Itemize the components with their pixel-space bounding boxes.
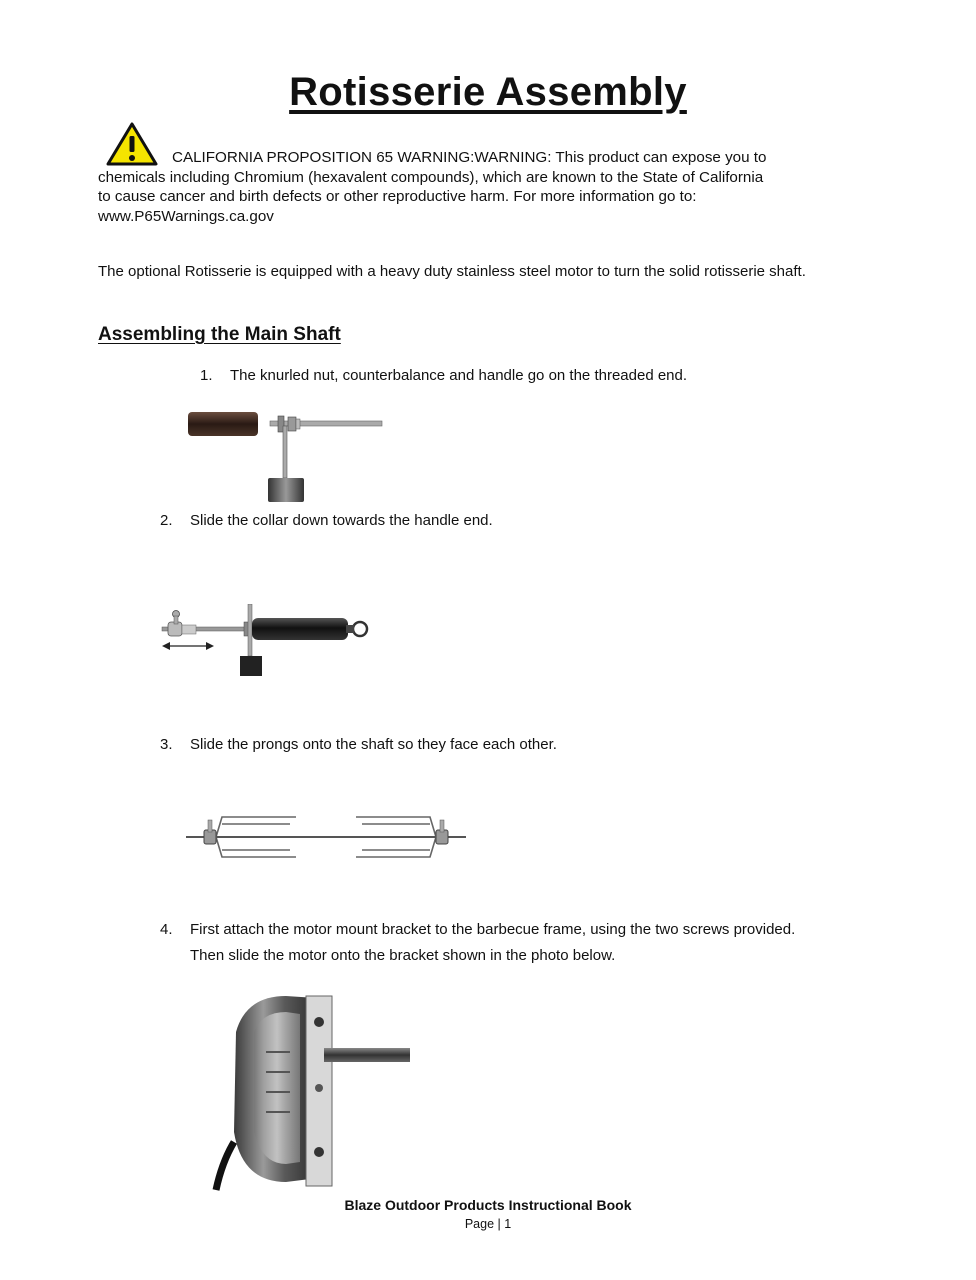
warning-line: chemicals including Chromium (hexavalent compounds), which are known to the State of California xyxy=(98,168,764,186)
prop65-warning xyxy=(98,148,838,226)
step-text: Slide the prongs onto the shaft so they face each other. xyxy=(190,736,557,753)
step-number: 2. xyxy=(160,512,173,529)
step-2 xyxy=(160,508,493,534)
step-text: The knurled nut, counterbalance and handle go on the threaded end. xyxy=(230,367,688,384)
step-number: 3. xyxy=(160,736,173,753)
page-title: Rotisserie Assembly xyxy=(289,70,687,114)
step-text: First attach the motor mount bracket to the barbecue frame, using the two screws provided. xyxy=(190,921,796,938)
step-number: 4. xyxy=(160,921,173,938)
step-2-illustration xyxy=(160,604,380,680)
motor-photo xyxy=(206,992,416,1192)
step-1 xyxy=(200,363,687,389)
step-3-illustration xyxy=(186,810,468,866)
section-heading: Assembling the Main Shaft xyxy=(98,324,341,345)
warning-line: CALIFORNIA PROPOSITION 65 WARNING:WARNING: This product can expose you to xyxy=(172,149,767,166)
step-1-illustration xyxy=(186,404,386,504)
warning-line: to cause cancer and birth defects or other reproductive harm. For more information go to: xyxy=(98,188,697,205)
intro-paragraph: The optional Rotisserie is equipped with a heavy duty stainless steel motor to turn the solid rotisserie shaft. xyxy=(98,263,806,280)
footer-book-title: Blaze Outdoor Products Instructional Book xyxy=(344,1197,632,1213)
step-3 xyxy=(160,732,557,758)
step-text: Then slide the motor onto the bracket shown in the photo below. xyxy=(190,947,616,964)
step-4 xyxy=(160,917,795,969)
warning-link[interactable]: www.P65Warnings.ca.gov xyxy=(98,207,274,225)
step-number: 1. xyxy=(200,367,213,384)
step-text: Slide the collar down towards the handle end. xyxy=(190,512,493,529)
footer-page-number: Page | 1 xyxy=(464,1217,512,1231)
